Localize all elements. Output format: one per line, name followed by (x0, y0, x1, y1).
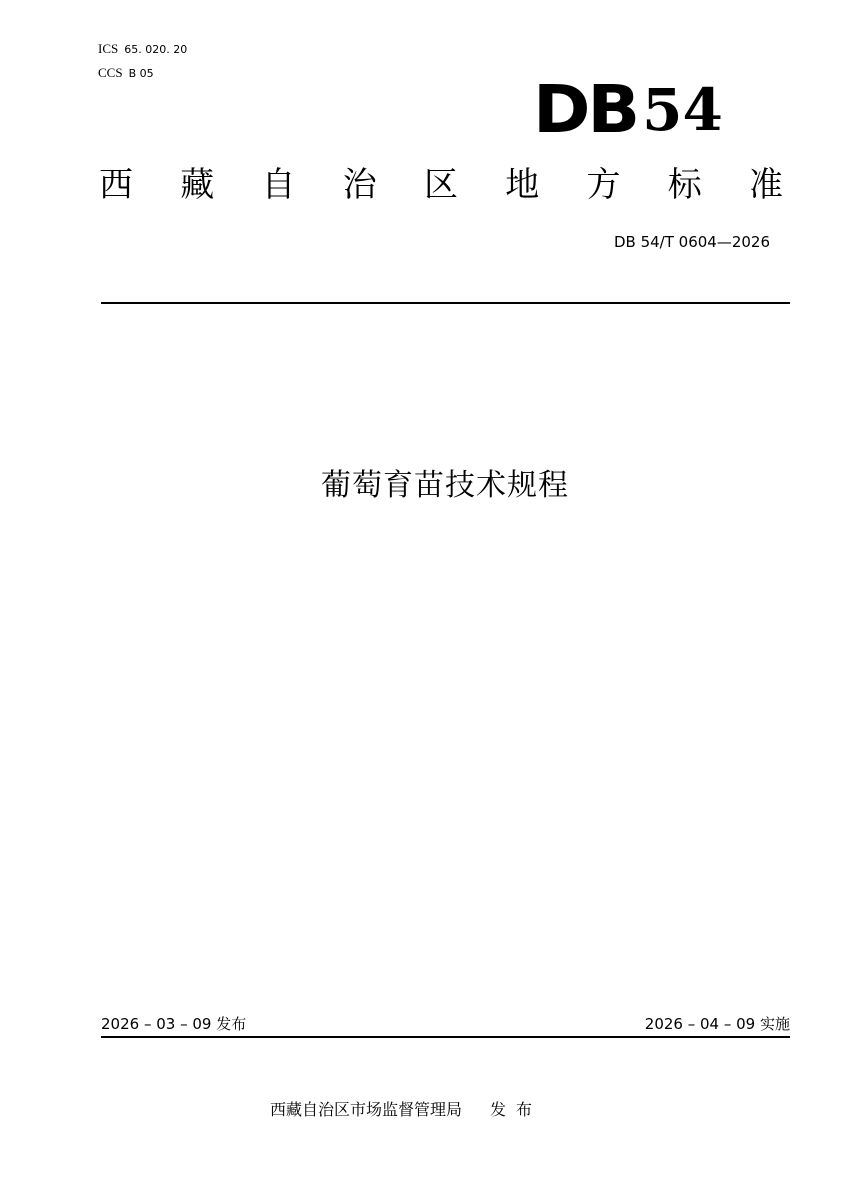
publish-date: 2026 – 03 – 09 发布 (101, 1015, 247, 1033)
issuer-action: 发布 (490, 1100, 543, 1119)
standard-type-char: 治 (342, 165, 377, 205)
ics-classification (98, 42, 187, 57)
standard-type-char: 地 (505, 165, 540, 205)
ics-code: 65. 020. 20 (124, 43, 188, 56)
top-divider (101, 302, 790, 304)
standard-type-char: 准 (749, 165, 783, 205)
standard-type-char: 区 (424, 165, 458, 205)
ccs-classification (98, 66, 154, 81)
db54-logo (533, 71, 723, 148)
standard-type-char: 自 (261, 165, 296, 205)
document-title: 葡萄育苗技术规程 (321, 468, 569, 503)
issuer-line (270, 1098, 542, 1122)
ics-label: ICS (98, 41, 119, 56)
ccs-label: CCS (98, 65, 123, 80)
issuer-name: 西藏自治区市场监督管理局 (270, 1100, 463, 1119)
standard-type-char: 标 (667, 165, 702, 205)
standard-type-char: 方 (586, 165, 621, 205)
standard-number: DB 54/T 0604—2026 (613, 233, 770, 251)
logo-number-text: 54 (642, 76, 723, 144)
effective-date: 2026 – 04 – 09 实施 (644, 1015, 790, 1033)
bottom-divider (101, 1036, 790, 1038)
standard-type-char: 西 (99, 165, 133, 205)
standard-type-char: 藏 (180, 165, 215, 205)
standard-type-heading (96, 160, 786, 210)
logo-db-text: DB (533, 71, 638, 148)
ccs-code: B 05 (128, 67, 154, 80)
